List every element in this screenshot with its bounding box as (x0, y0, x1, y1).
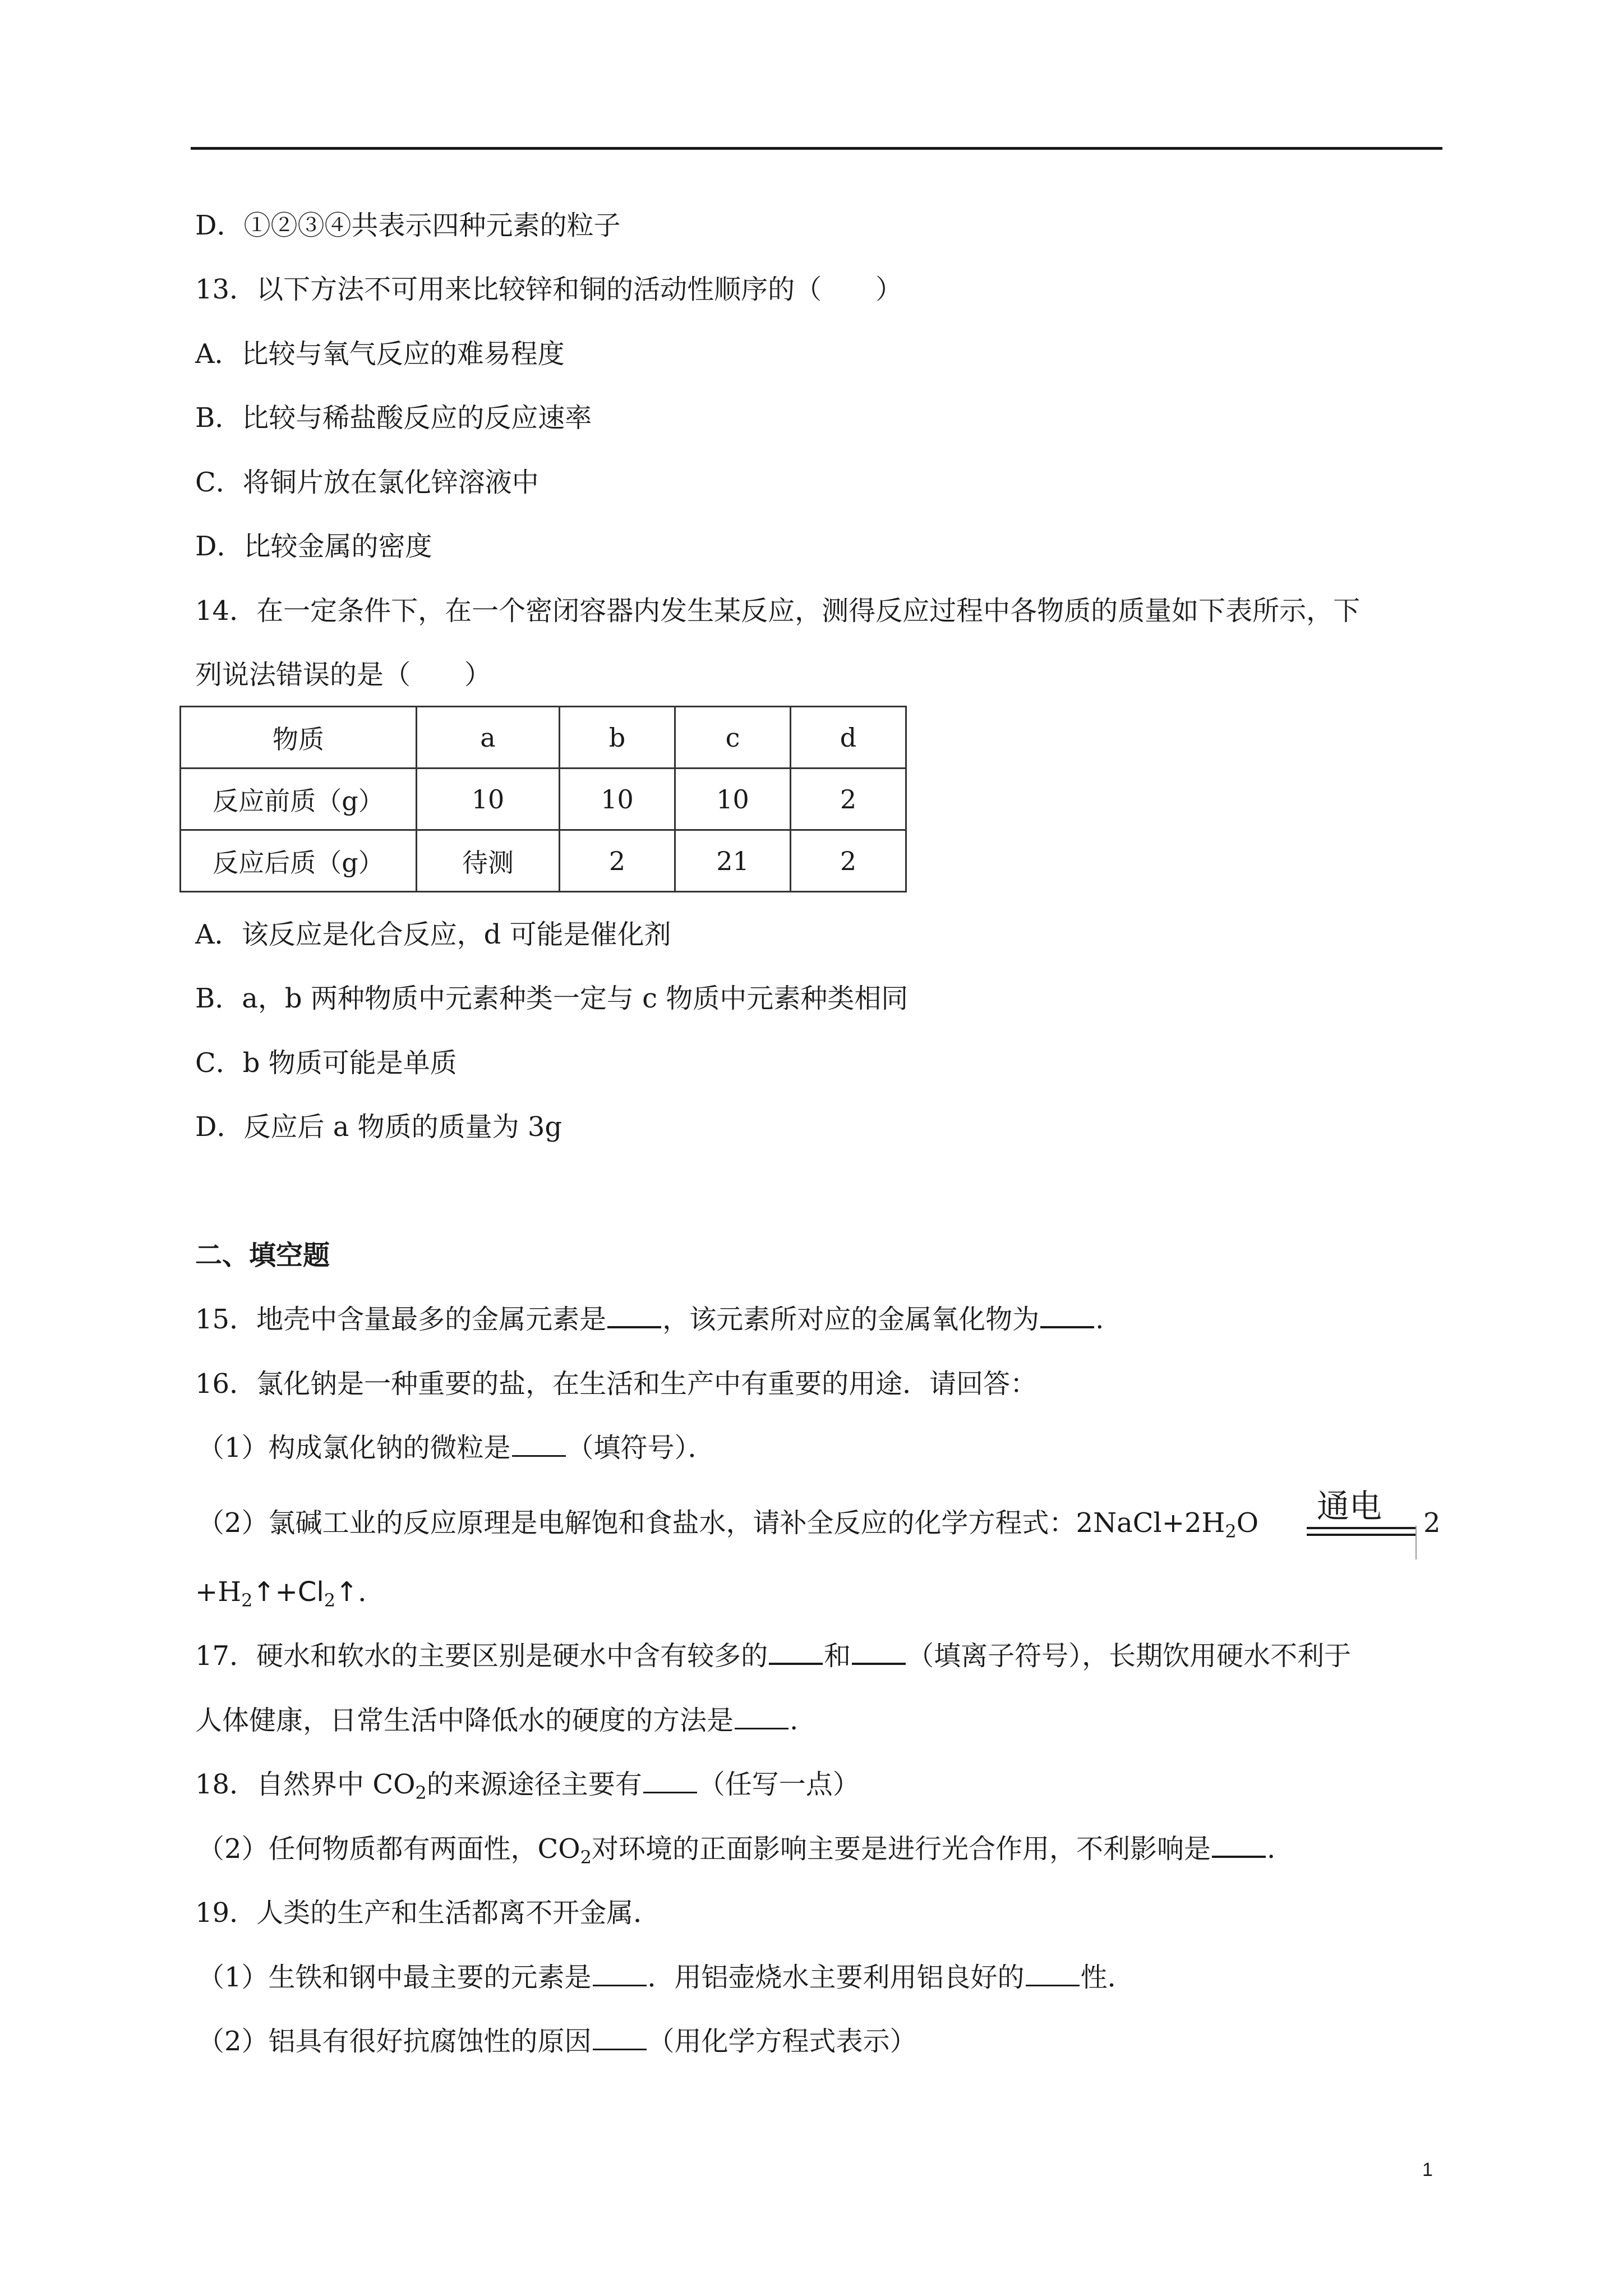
q16-sub2-coefficient: 2 (1423, 1507, 1441, 1539)
q16-h-text: +H (195, 1576, 242, 1608)
q19-sub2-text-1: （2）铝具有很好抗腐蚀性的原因 (197, 2026, 592, 2057)
table-cell: d (791, 707, 906, 769)
q17-text-5: . (790, 1705, 799, 1736)
electrolysis-condition (1307, 1487, 1419, 1559)
q14-option-a: A．该反应是化合反应，d 可能是催化剂 (195, 919, 671, 950)
table-cell: 2 (791, 830, 906, 892)
q16-end-text: ↑． (335, 1576, 385, 1608)
table-cell: 10 (417, 769, 560, 830)
table-cell: 10 (560, 769, 675, 830)
answer-blank (512, 1433, 566, 1457)
subscript: 2 (580, 1847, 592, 1868)
table-cell: c (675, 707, 791, 769)
answer-blank (852, 1640, 906, 1665)
q18-sub2-text-3: . (1267, 1833, 1276, 1865)
q19-sub1-text-3: 性． (1080, 1962, 1135, 1993)
q14-option-d: D．反应后 a 物质的质量为 3g (195, 1111, 562, 1143)
q16-sub2-o: O (1236, 1507, 1259, 1539)
answer-blank (607, 1304, 661, 1328)
q19-stem: 19．人类的生产和生活都离不开金属． (195, 1897, 661, 1929)
q18-sub2-text-2: 对环境的正面影响主要是进行光合作用，不利影响是 (591, 1833, 1211, 1865)
table-cell: a (417, 707, 560, 769)
table-cell: 反应后质（g） (181, 830, 417, 892)
q16-equation-line2 (195, 1575, 385, 1609)
condition-label: 通电 (1317, 1487, 1382, 1525)
q16-cl-text: ↑+Cl (252, 1576, 324, 1608)
page-number: 1 (1422, 2159, 1433, 2180)
answer-blank (1026, 1962, 1080, 1986)
q18-sub2 (197, 1832, 1275, 1866)
table-cell: 21 (675, 830, 791, 892)
answer-blank (643, 1769, 697, 1793)
q16-stem: 16．氯化钠是一种重要的盐，在生活和生产中有重要的用途．请回答： (195, 1368, 1038, 1400)
q17-text-4: 人体健康，日常生活中降低水的硬度的方法是 (195, 1705, 734, 1736)
q19-sub1-text-1: （1）生铁和钢中最主要的元素是 (197, 1962, 592, 1993)
q17-text-2: 和 (824, 1640, 851, 1672)
q14-stem-line1: 14．在一定条件下，在一个密闭容器内发生某反应，测得反应过程中各物质的质量如下表所示，下 (195, 595, 1361, 627)
answer-blank (769, 1640, 823, 1665)
answer-blank (1040, 1304, 1094, 1328)
q14-option-c: C．b 物质可能是单质 (195, 1047, 457, 1079)
table-cell: 10 (675, 769, 791, 830)
q13-stem: 13．以下方法不可用来比较锌和铜的活动性顺序的（ ） (195, 274, 903, 305)
q17-line2 (195, 1704, 798, 1737)
section-heading: 二、填空题 (195, 1240, 330, 1271)
q15-line (195, 1303, 1104, 1336)
table-cell: 物质 (181, 707, 417, 769)
table-header-row (181, 707, 906, 769)
table-cell: 2 (560, 830, 675, 892)
q14-option-b: B．a，b 两种物质中元素种类一定与 c 物质中元素种类相同 (195, 983, 909, 1014)
table-cell: 2 (791, 769, 906, 830)
subscript: 2 (415, 1782, 427, 1803)
q18-text-1: 18．自然界中 CO (195, 1769, 416, 1800)
q18-line1 (195, 1768, 860, 1801)
q18-text-2: 的来源途径主要有 (426, 1769, 642, 1800)
q17-line1 (195, 1639, 1351, 1673)
q19-sub1 (197, 1961, 1135, 1994)
q18-sub2-text-1: （2）任何物质都有两面性，CO (197, 1833, 580, 1865)
equation-double-line (1307, 1534, 1417, 1536)
subscript: 2 (1225, 1521, 1237, 1542)
table-row (181, 769, 906, 830)
q16-sub1 (197, 1431, 715, 1465)
table-row (181, 830, 906, 892)
table-cell: b (560, 707, 675, 769)
q17-text-1: 17．硬水和软水的主要区别是硬水中含有较多的 (195, 1640, 768, 1672)
q19-sub2 (197, 2024, 917, 2058)
q16-sub2 (197, 1506, 1258, 1540)
header-rule (191, 147, 1442, 150)
q15-text-2: ，该元素所对应的金属氧化物为 (662, 1304, 1040, 1335)
mass-table (179, 706, 907, 892)
q18-text-3: （任写一点） (698, 1769, 860, 1800)
q15-text-3: . (1095, 1304, 1104, 1335)
answer-blank (593, 2026, 647, 2050)
q13-option-c: C．将铜片放在氯化锌溶液中 (195, 467, 539, 498)
answer-blank (1212, 1833, 1266, 1858)
equation-double-line (1307, 1527, 1417, 1529)
equation-line-end-mark (1415, 1526, 1417, 1559)
q15-text-1: 15．地壳中含量最多的金属元素是 (195, 1304, 607, 1335)
q16-sub1-text-2: （填符号）． (566, 1432, 715, 1464)
q16-sub2-text: （2）氯碱工业的反应原理是电解饱和食盐水，请补全反应的化学方程式：2NaCl+2H (197, 1507, 1225, 1539)
q14-stem-line2: 列说法错误的是（ ） (195, 659, 492, 691)
q13-option-a: A．比较与氧气反应的难易程度 (195, 338, 565, 370)
q13-option-d: D．比较金属的密度 (195, 531, 432, 562)
subscript: 2 (241, 1590, 253, 1611)
subscript: 2 (324, 1590, 336, 1611)
q19-sub2-text-2: （用化学方程式表示） (647, 2026, 917, 2057)
q17-text-3: （填离子符号），长期饮用硬水不利于 (907, 1640, 1352, 1672)
answer-blank (593, 1962, 647, 1986)
table-cell: 待测 (417, 830, 560, 892)
answer-blank (735, 1705, 789, 1729)
q16-sub1-text-1: （1）构成氯化钠的微粒是 (197, 1432, 511, 1464)
q13-option-b: B．比较与稀盐酸反应的反应速率 (195, 402, 592, 434)
q12-option-d: D．①②③④共表示四种元素的粒子 (195, 210, 621, 241)
q19-sub1-text-2: ．用铝壶烧水主要利用铝良好的 (647, 1962, 1025, 1993)
table-cell: 反应前质（g） (181, 769, 417, 830)
